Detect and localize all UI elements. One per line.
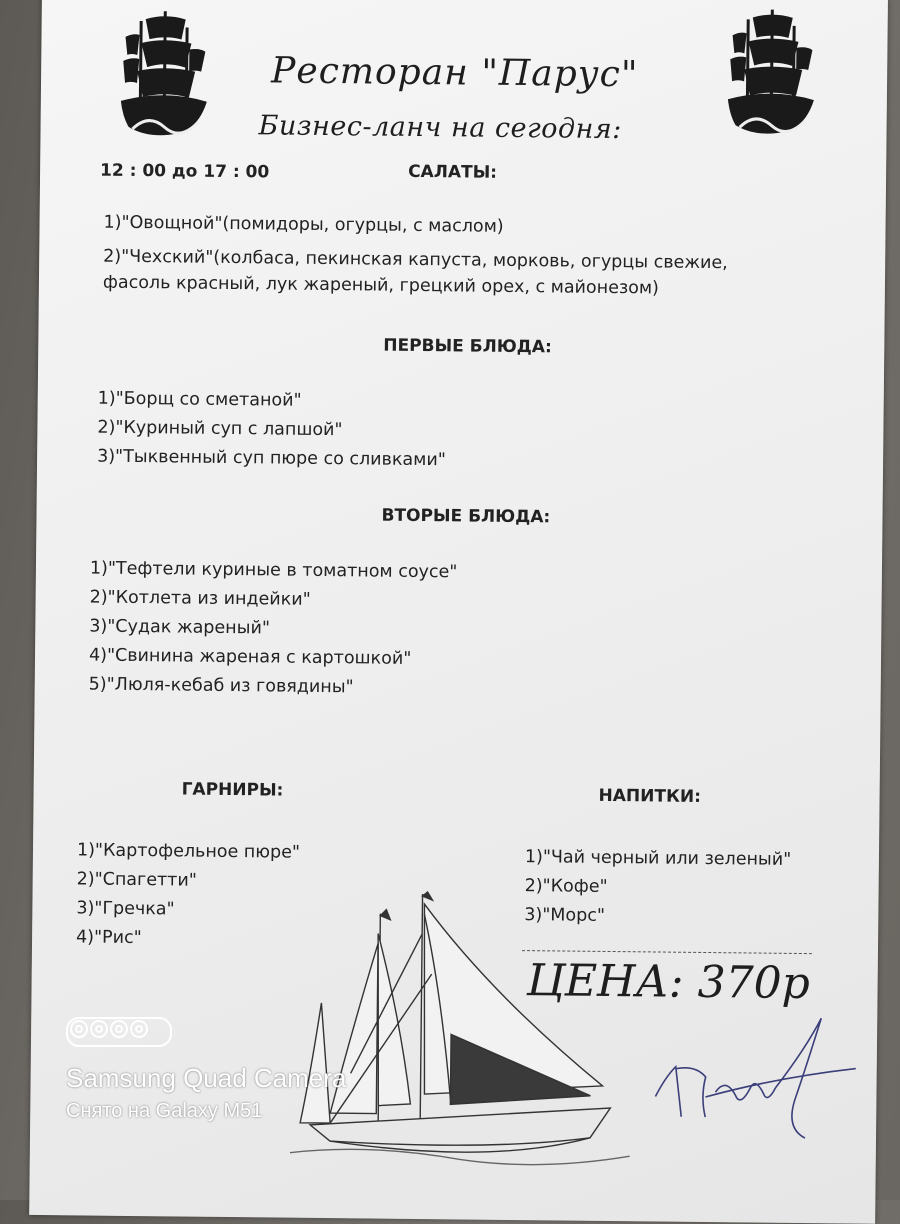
watermark-line1: Samsung Quad Camera [66, 1063, 347, 1093]
list-item: фасоль красный, лук жареный, грецкий орех, с майонезом) [102, 272, 660, 299]
list-item: 1)"Чай черный или зеленый" [524, 847, 792, 870]
list-item: 3)"Судак жареный" [89, 616, 271, 639]
list-item: 2)"Чехский"(колбаса, пекинская капуста, морковь, огурцы свежие, [103, 246, 728, 274]
business-lunch-subtitle: Бизнес-ланч на сегодня: [258, 110, 622, 146]
list-item: 2)"Кофе" [524, 876, 608, 897]
watermark-line2: Снято на Galaxy M51 [66, 1100, 263, 1122]
list-item: 1)"Картофельное пюре" [76, 840, 301, 863]
first-courses-list [97, 385, 447, 476]
list-item: 2)"Куриный суп с лапшой" [97, 417, 343, 441]
lunch-hours: 12 : 00 до 17 : 00 [100, 160, 270, 183]
lens-icon [90, 1020, 108, 1038]
lens-icon [130, 1020, 148, 1038]
list-item: 2)"Котлета из индейки" [89, 587, 311, 610]
lens-icon [70, 1020, 88, 1038]
list-item: 1)"Тефтели куриные в томатном соусе" [89, 558, 458, 583]
list-item: 4)"Свинина жареная с картошкой" [88, 645, 412, 669]
lens-icon [110, 1020, 128, 1038]
camera-lenses [70, 1020, 148, 1038]
list-item: 3)"Гречка" [76, 898, 175, 920]
drinks-heading: НАПИТКИ: [598, 785, 702, 807]
list-item: 1)"Борщ со сметаной" [97, 388, 302, 411]
second-courses-heading: ВТОРЫЕ БЛЮДА: [381, 505, 551, 528]
signature-icon [645, 1006, 866, 1148]
salads-heading: САЛАТЫ: [408, 161, 498, 183]
ship-logo-icon [118, 9, 209, 150]
second-courses-list [89, 555, 458, 704]
list-item: 3)"Тыквенный суп пюре со сливками" [97, 446, 446, 471]
price-label: ЦЕНА: 370р [526, 955, 811, 1010]
list-item: 5)"Люля-кебаб из говядины" [88, 674, 354, 698]
first-courses-heading: ПЕРВЫЕ БЛЮДА: [383, 335, 552, 358]
sailboat-illustration-icon [290, 873, 633, 1177]
list-item: 4)"Рис" [75, 927, 142, 949]
list-item: 1)"Овощной"(помидоры, огурцы, с маслом) [103, 212, 504, 237]
ship-logo-icon [725, 7, 816, 148]
sides-heading: ГАРНИРЫ: [181, 779, 284, 801]
list-item: 3)"Морс" [524, 905, 606, 926]
restaurant-title: Ресторан "Парус" [270, 50, 639, 96]
sides-list [76, 836, 300, 954]
list-item: 2)"Спагетти" [76, 869, 197, 891]
